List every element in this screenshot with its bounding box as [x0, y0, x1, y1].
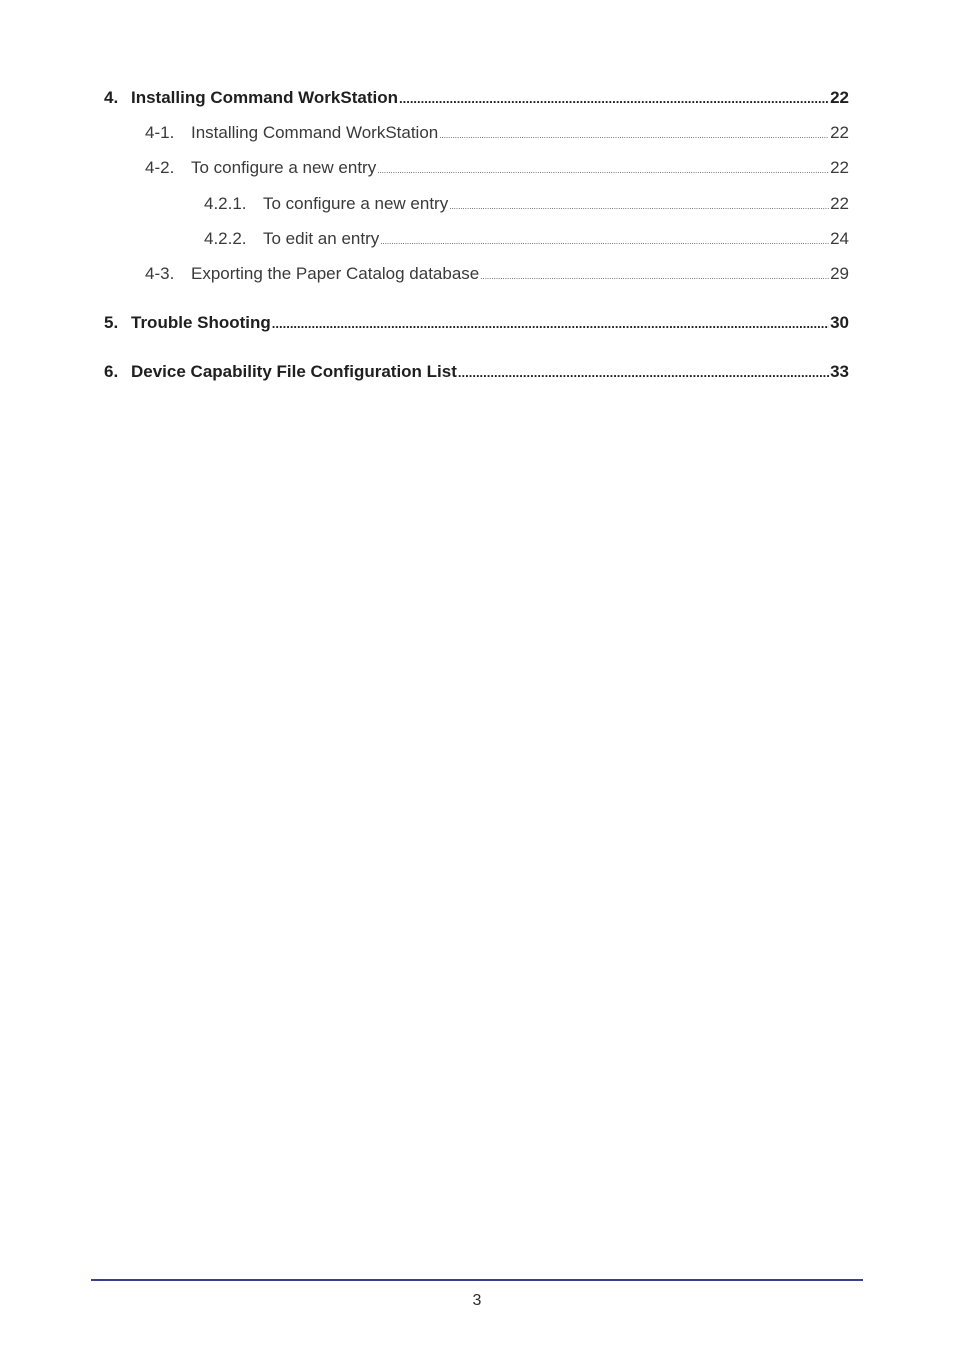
toc-entry-section-4-1[interactable] [145, 123, 849, 143]
toc-entry-section-4-2[interactable] [145, 158, 849, 178]
toc-entry-page: 22 [830, 158, 849, 177]
toc-entry-title: Trouble Shooting [131, 313, 271, 332]
toc-entry-page: 30 [830, 313, 849, 332]
footer-divider [91, 1279, 863, 1281]
toc-entry-page: 24 [830, 229, 849, 248]
toc-entry-title: Installing Command WorkStation [131, 88, 398, 107]
dot-leader [439, 131, 829, 140]
dot-leader [449, 202, 829, 211]
toc-entry-chapter-6[interactable] [104, 362, 849, 382]
toc-entry-number: 4-3. [145, 264, 175, 283]
toc-entry-title: To configure a new entry [191, 158, 377, 177]
toc-entry-subsection-4-2-2[interactable] [204, 229, 849, 249]
toc-entry-number: 6. [104, 362, 119, 381]
page-number: 3 [472, 1292, 482, 1309]
dot-leader [377, 166, 829, 175]
toc-entry-number: 4-2. [145, 158, 175, 177]
toc-entry-page: 22 [830, 88, 849, 107]
toc-entry-number: 4-1. [145, 123, 175, 142]
toc-entry-number: 4.2.2. [204, 229, 247, 248]
toc-entry-title: Exporting the Paper Catalog database [191, 264, 480, 283]
toc-entry-section-4-3[interactable] [145, 264, 849, 284]
toc-entry-page: 22 [830, 123, 849, 142]
dot-leader [380, 237, 829, 246]
toc-entry-page: 33 [830, 362, 849, 381]
toc-entry-number: 4. [104, 88, 119, 107]
toc-entry-title: To configure a new entry [263, 194, 449, 213]
dot-leader [399, 91, 829, 106]
dot-leader [272, 316, 829, 331]
toc-entry-page: 29 [830, 264, 849, 283]
dot-leader [458, 365, 829, 380]
toc-entry-title: Installing Command WorkStation [191, 123, 439, 142]
toc-entry-chapter-4[interactable] [104, 88, 849, 108]
toc-entry-subsection-4-2-1[interactable] [204, 194, 849, 214]
dot-leader [480, 272, 829, 281]
toc-entry-page: 22 [830, 194, 849, 213]
toc-entry-title: To edit an entry [263, 229, 380, 248]
toc-entry-number: 5. [104, 313, 119, 332]
toc-entry-title: Device Capability File Configuration List [131, 362, 457, 381]
toc-entry-chapter-5[interactable] [104, 313, 849, 333]
toc-entry-number: 4.2.1. [204, 194, 247, 213]
